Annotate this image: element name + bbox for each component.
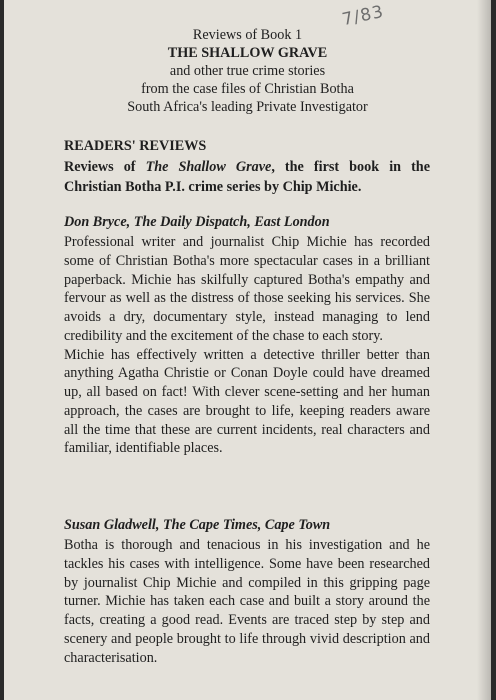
intro-before: Reviews of bbox=[64, 159, 146, 175]
header-line-reviews: Reviews of Book 1 bbox=[192, 27, 303, 43]
review-paragraph: Michie has effectively written a detective thriller better than anything Agatha Christie or Conan Doyle could have dreamed up, all based on fact! With clever scene-setting and her human approach, the cases are brought to life, keeping readers aware all the time that these are current incidents, real characters and familiar, identifiable places. bbox=[64, 346, 430, 457]
header-source: from the case files of Christian Botha bbox=[141, 81, 354, 97]
header-tagline: South Africa's leading Private Investigator bbox=[127, 99, 368, 115]
intro-after: , the first book in the Christian Botha P.I. crime series by Chip Michie. bbox=[64, 159, 430, 195]
review-paragraph: Botha is thorough and tenacious in his investigation and he tackles his cases with intelligence. Some have been researched by journalist Chip Michie and compiled in this gripping page turner. Michie has taken each case and built a story around the facts, creating a good read. Events are traced step by step and scenery and people brought to life through vivid description and characterisation. bbox=[64, 537, 430, 666]
handwritten-note: 7/83 bbox=[340, 1, 386, 31]
review-susan-gladwell bbox=[64, 516, 430, 667]
header-subtitle: and other true crime stories bbox=[169, 63, 326, 79]
intro-book-title: The Shallow Grave bbox=[145, 159, 272, 175]
page-header bbox=[4, 26, 491, 116]
section-title: READERS' REVIEWS bbox=[64, 138, 207, 154]
header-book-title: THE SHALLOW GRAVE bbox=[167, 45, 328, 61]
intro-text bbox=[64, 157, 430, 197]
reviewer-name: Susan Gladwell, The Cape Times, Cape Town bbox=[64, 517, 331, 533]
reviewer-name: Don Bryce, The Daily Dispatch, East London bbox=[64, 214, 330, 230]
book-page bbox=[4, 0, 491, 700]
review-paragraph: Professional writer and journalist Chip Michie has recorded some of Christian Botha's more spectacular cases in a brilliant paperback. Michie has skilfully captured Botha's empathy and fervour as well as the distress of those seeking his services. She avoids a dry, documentary style, instead managing to lend credibility and the excitement of the chase to each story. bbox=[64, 234, 430, 344]
review-don-bryce bbox=[64, 213, 430, 458]
